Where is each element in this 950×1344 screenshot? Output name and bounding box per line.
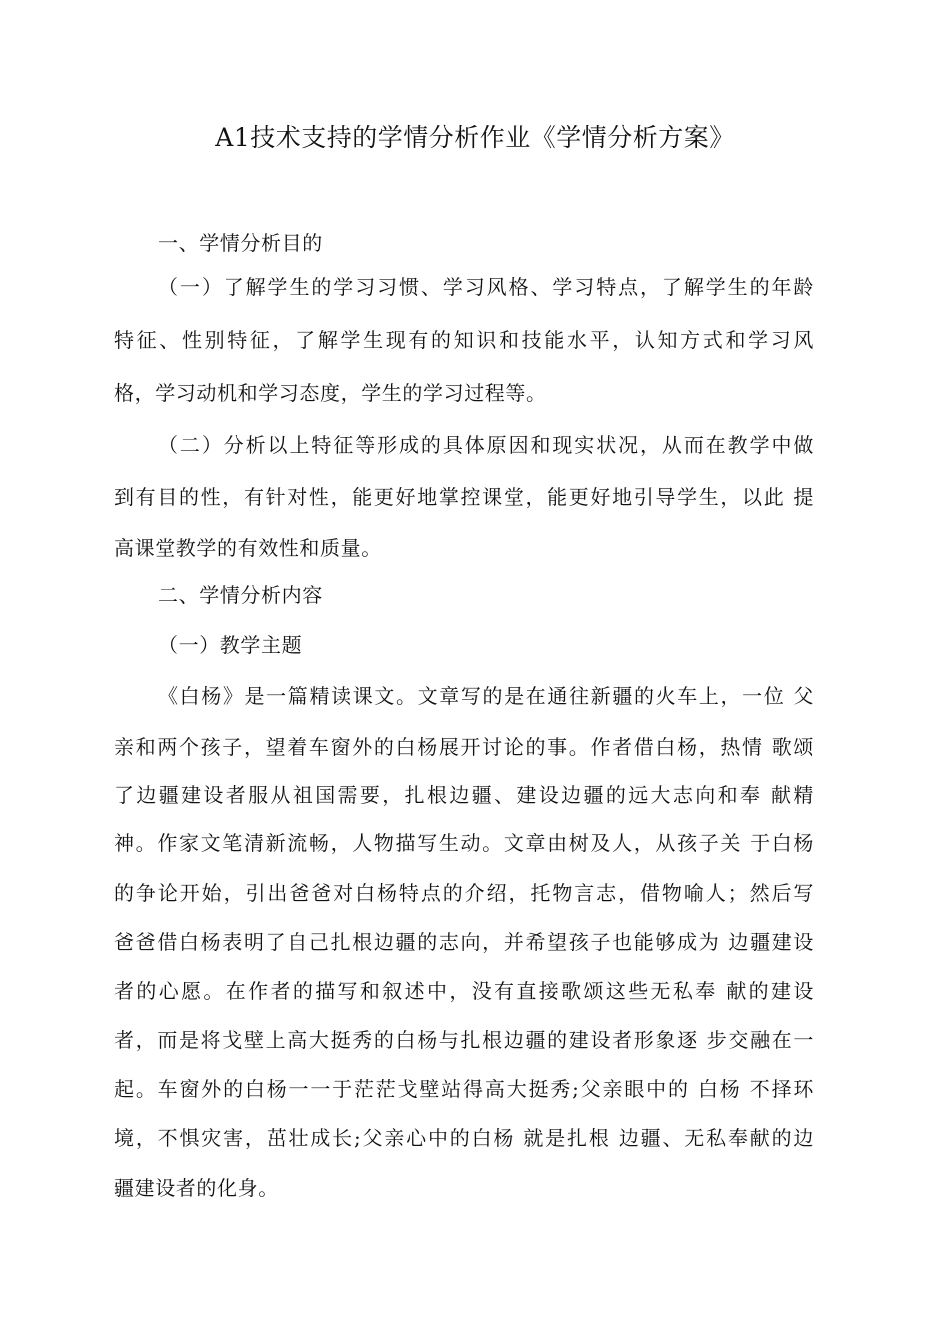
paragraph-line: 神。作家文笔清新流畅，人物描写生动。文章由树及人，从孩子关 于白杨 xyxy=(114,831,814,855)
paragraph-line: 爸爸借白杨表明了自己扎根边疆的志向，并希望孩子也能够成为 边疆建设 xyxy=(114,930,814,954)
paragraph-line: 到有目的性，有针对性，能更好地掌控课堂，能更好地引导学生，以此 提 xyxy=(114,485,814,509)
paragraph-line: 特征、性别特征，了解学生现有的知识和技能水平，认知方式和学习风 xyxy=(114,328,814,352)
section-heading-2: 二、学情分析内容 xyxy=(158,583,323,607)
paragraph-line: 疆建设者的化身。 xyxy=(114,1176,279,1200)
document-title: A1技术支持的学情分析作业《学情分析方案》 xyxy=(215,123,735,152)
paragraph-line: 起。车窗外的白杨一一于茫茫戈壁站得高大挺秀;父亲眼中的 白杨 不择环 xyxy=(114,1077,814,1101)
paragraph-line: 高课堂教学的有效性和质量。 xyxy=(114,536,382,560)
paragraph-line: （一）了解学生的学习习惯、学习风格、学习特点，了解学生的年龄 xyxy=(158,275,814,299)
paragraph-line: 格，学习动机和学习态度，学生的学习过程等。 xyxy=(114,381,547,405)
paragraph-line: 境，不惧灾害，茁壮成长;父亲心中的白杨 就是扎根 边疆、无私奉献的边 xyxy=(114,1126,814,1150)
section-heading-1: 一、学情分析目的 xyxy=(158,231,323,255)
paragraph-line: 者，而是将戈壁上高大挺秀的白杨与扎根边疆的建设者形象逐 步交融在一 xyxy=(114,1028,814,1052)
paragraph-line: （二）分析以上特征等形成的具体原因和现实状况，从而在教学中做 xyxy=(158,433,814,457)
paragraph-line: 《白杨》是一篇精读课文。文章写的是在通往新疆的火车上，一位 父 xyxy=(158,684,814,708)
paragraph-line: 者的心愿。在作者的描写和叙述中，没有直接歌颂这些无私奉 献的建设 xyxy=(114,979,814,1003)
subsection-heading: （一）教学主题 xyxy=(158,633,303,657)
paragraph-line: 了边疆建设者服从祖国需要，扎根边疆、建设边疆的远大志向和奉 献精 xyxy=(114,783,814,807)
paragraph-line: 的争论开始，引出爸爸对白杨特点的介绍，托物言志，借物喻人；然后写 xyxy=(114,881,814,905)
paragraph-line: 亲和两个孩子，望着车窗外的白杨展开讨论的事。作者借白杨，热情 歌颂 xyxy=(114,735,814,759)
